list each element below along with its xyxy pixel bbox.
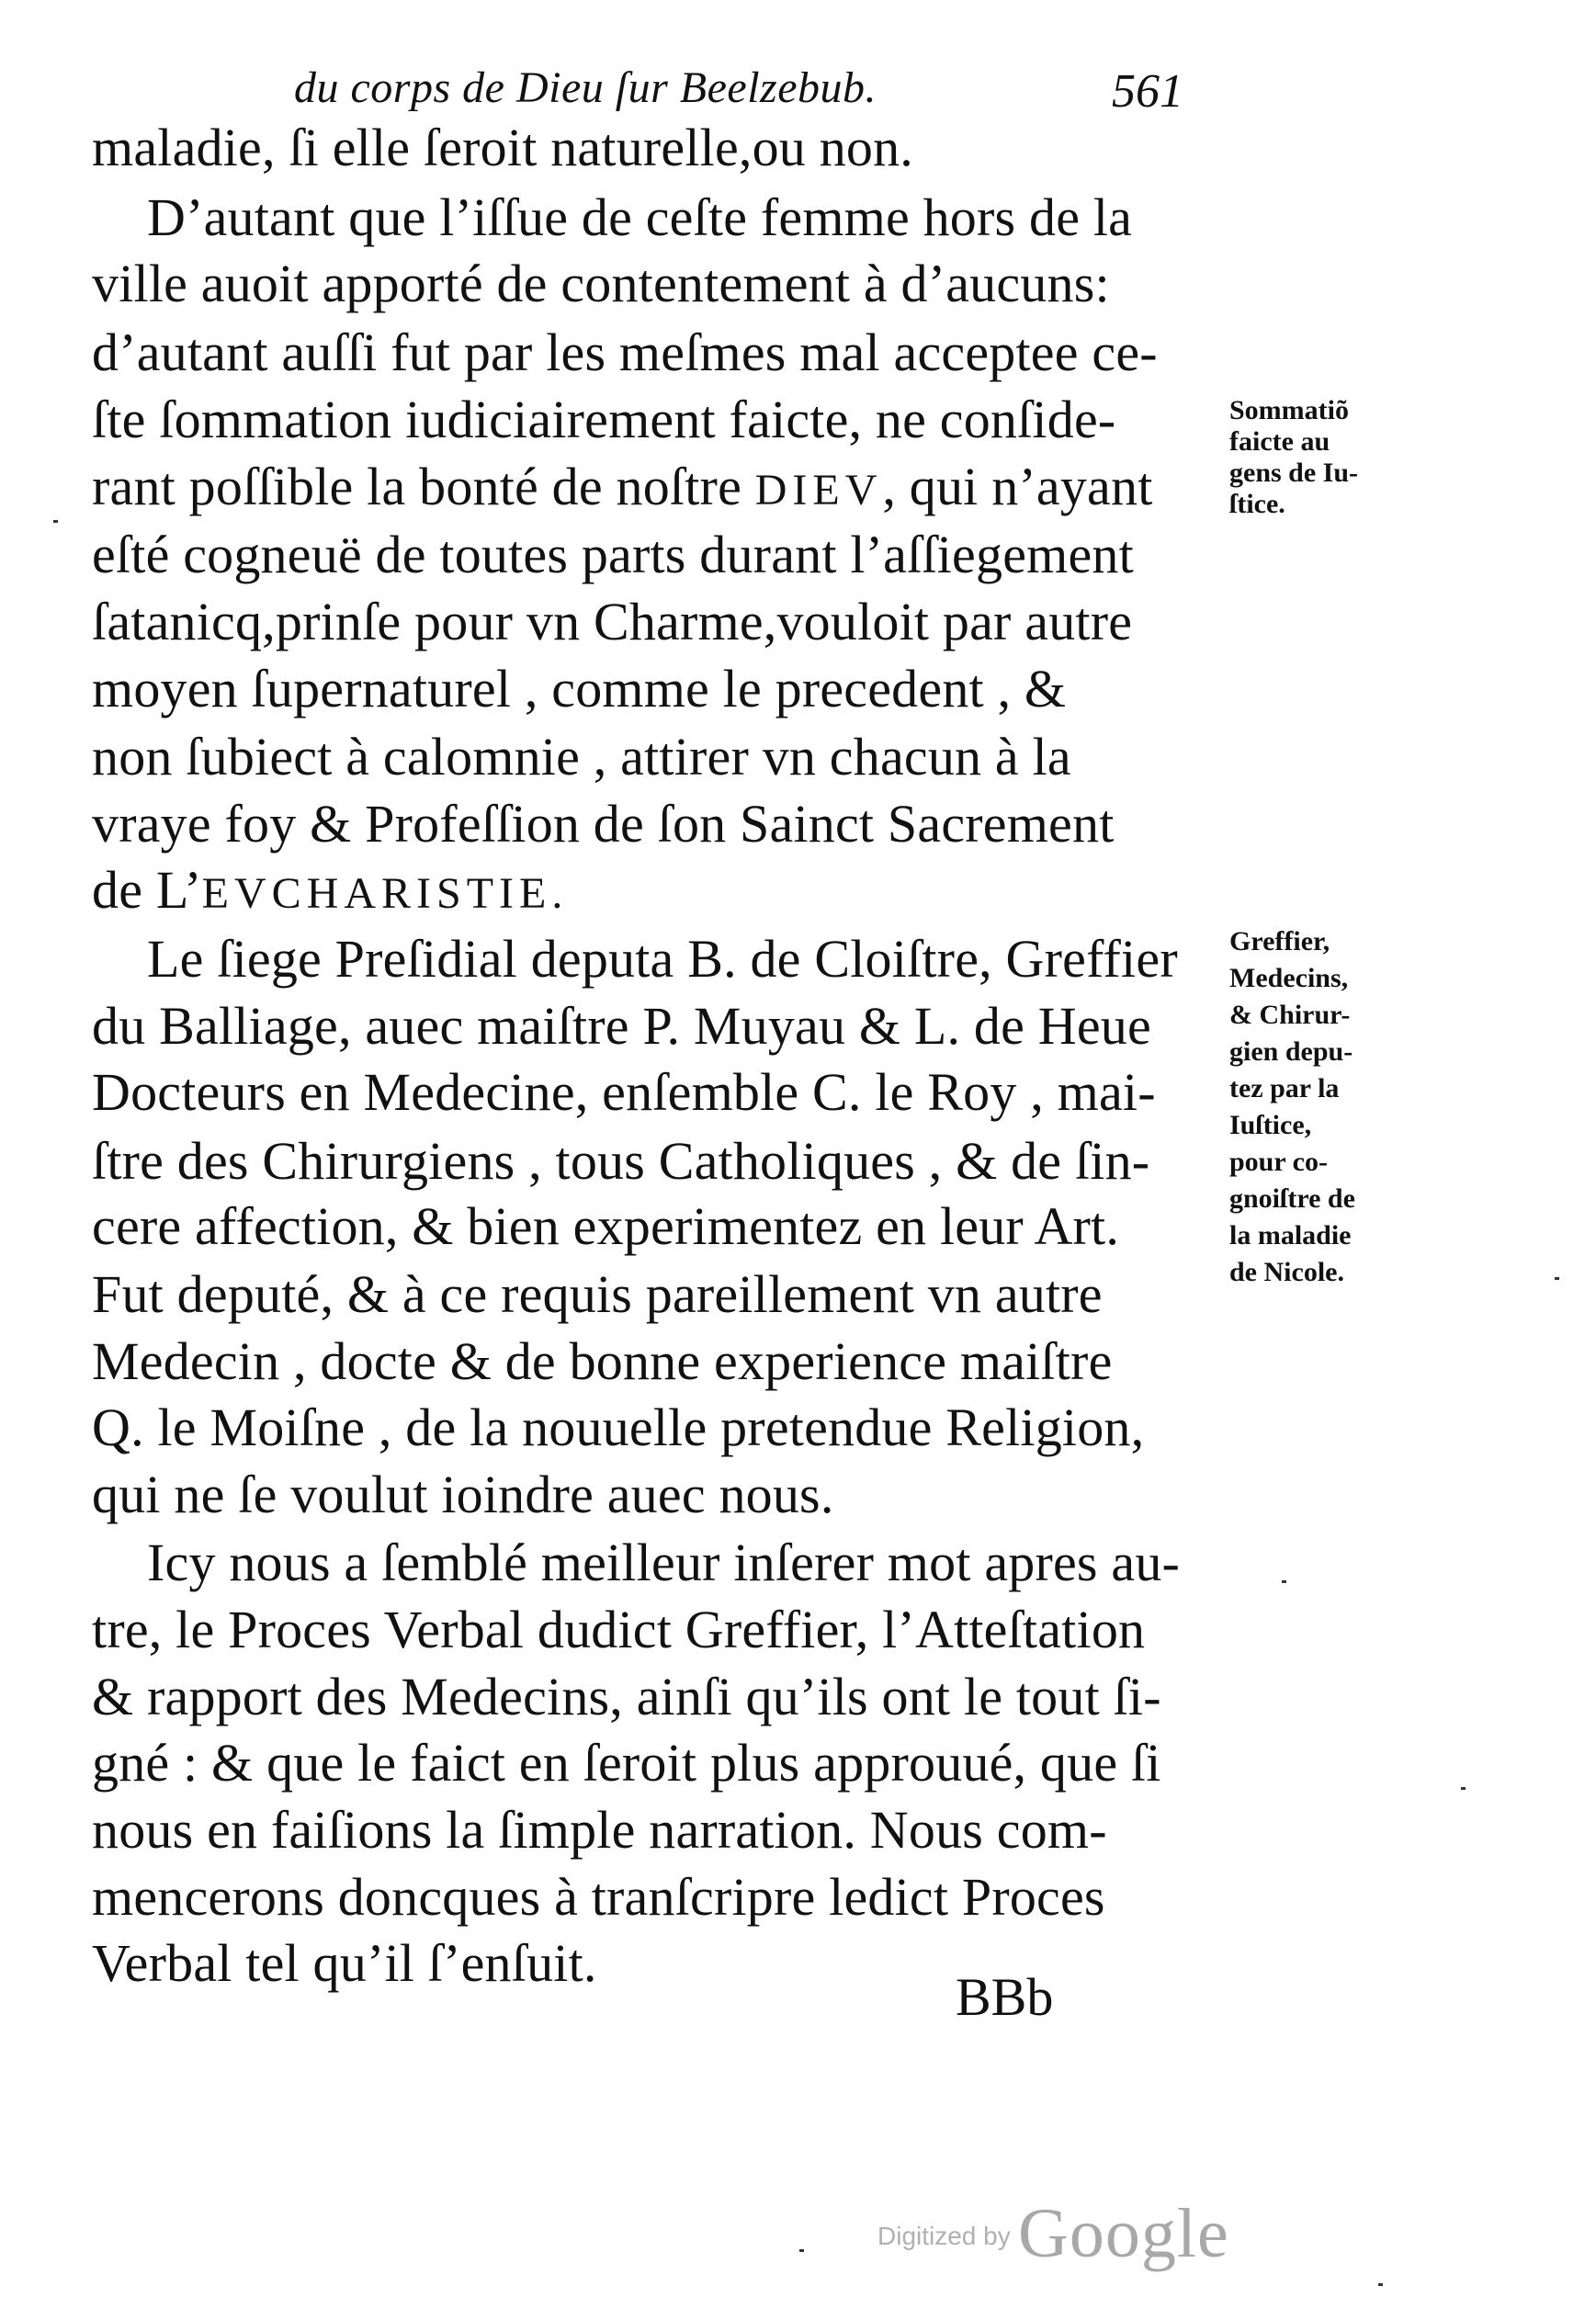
text-line: tre, le Proces Verbal dudict Greffier, l’Atteſtation [92,1600,1146,1659]
print-speck [1378,2283,1383,2286]
text-line: ſtre des Chirurgiens , tous Catholiques , & de ſin- [92,1131,1150,1191]
margin-note-line: Medecins, [1229,963,1349,993]
margin-note-line: gnoiſtre de [1229,1183,1355,1214]
text-line: eſté cogneuë de toutes parts durant l’aſſiegement [92,525,1134,584]
page-number: 561 [1112,65,1183,118]
print-speck [799,2249,804,2252]
margin-note-line: Sommatiõ [1229,395,1349,425]
margin-note-line: faicte au [1229,426,1330,457]
text-line: Fut deputé, & à ce requis pareillement vn autre [92,1264,1103,1324]
text-line: ſatanicq,prinſe pour vn Charme,vouloit par autre [92,592,1133,651]
text-line: D’autant que l’iſſue de ceſte femme hors de la [147,187,1133,247]
text-line: du Balliage, auec maiſtre P. Muyau & L. de Heue [92,996,1151,1056]
text-line: qui ne ſe voulut ioindre auec nous. [92,1465,834,1524]
divine-name: DIEV [754,466,883,515]
margin-note-line: la maladie [1229,1220,1352,1250]
text-line: ville auoit apporté de contentement à d’aucuns: [92,254,1110,313]
text-line: cere affection, & bien experimentez en leur Art. [92,1196,1120,1256]
text-line: nous en faiſions la ſimple narration. Nous com- [92,1800,1107,1860]
margin-note-line: gens de Iu- [1229,458,1359,488]
print-speck [1555,1277,1559,1280]
text-line: Docteurs en Medecine, enſemble C. le Roy , mai- [92,1062,1156,1122]
text-segment: , qui n’ayant [882,457,1153,516]
text-line: Medecin , docte & de bonne experience maiſtre [92,1331,1113,1391]
margin-note-line: & Chirur- [1229,1000,1351,1030]
text-line: Le ſiege Preſidial deputa B. de Cloiſtre, Greffier [147,929,1178,989]
text-segment: de L’ [92,860,202,920]
google-watermark: Google [1018,2195,1229,2272]
margin-note-line: Iuſtice, [1229,1110,1312,1140]
margin-note-line: pour co- [1229,1147,1328,1177]
margin-note-line: ſtice. [1229,489,1285,519]
text-line: moyen ſupernaturel , comme le precedent , & [92,659,1067,719]
text-line: gné : & que le faict en ſeroit plus approuué, que ſi [92,1733,1161,1793]
text-line [92,457,1153,516]
text-line: Icy nous a ſemblé meilleur inſerer mot apres au- [147,1533,1181,1592]
text-line: non ſubiect à calomnie , attirer vn chacun à la [92,727,1071,786]
print-speck [1282,1580,1286,1583]
signature-mark: BBb [956,1967,1054,2027]
text-line: maladie, ſi elle ſeroit naturelle,ou non. [92,118,914,177]
sacrament-name: EVCHARISTIE. [201,869,569,918]
margin-note-line: Greffier, [1229,926,1330,956]
text-segment: rant poſſible la bonté de noſtre [92,457,742,516]
print-speck [1461,1787,1466,1790]
print-speck [53,520,58,523]
digitized-by-label: Digitized by [877,2222,1011,2250]
text-line: vraye foy & Profeſſion de ſon Sainct Sacrement [92,794,1115,854]
text-line: Verbal tel qu’il ſ’enſuit. [92,1933,597,1993]
margin-note-line: de Nicole. [1229,1257,1344,1287]
text-line: d’autant auſſi fut par les meſmes mal acceptee ce- [92,322,1158,382]
running-header: du corps de Dieu ſur Beelzebub. [294,63,877,112]
text-line: Q. le Moiſne , de la nouuelle pretendue Religion, [92,1397,1145,1457]
text-line: ſte ſommation iudiciairement faicte, ne conſide- [92,390,1116,449]
text-line: & rapport des Medecins, ainſi qu’ils ont le tout ſi- [92,1667,1161,1726]
margin-note-line: gien depu- [1229,1036,1353,1067]
margin-note-line: tez par la [1229,1073,1340,1103]
text-line: mencerons doncques à tranſcripre ledict Proces [92,1867,1105,1927]
text-line [92,860,569,920]
